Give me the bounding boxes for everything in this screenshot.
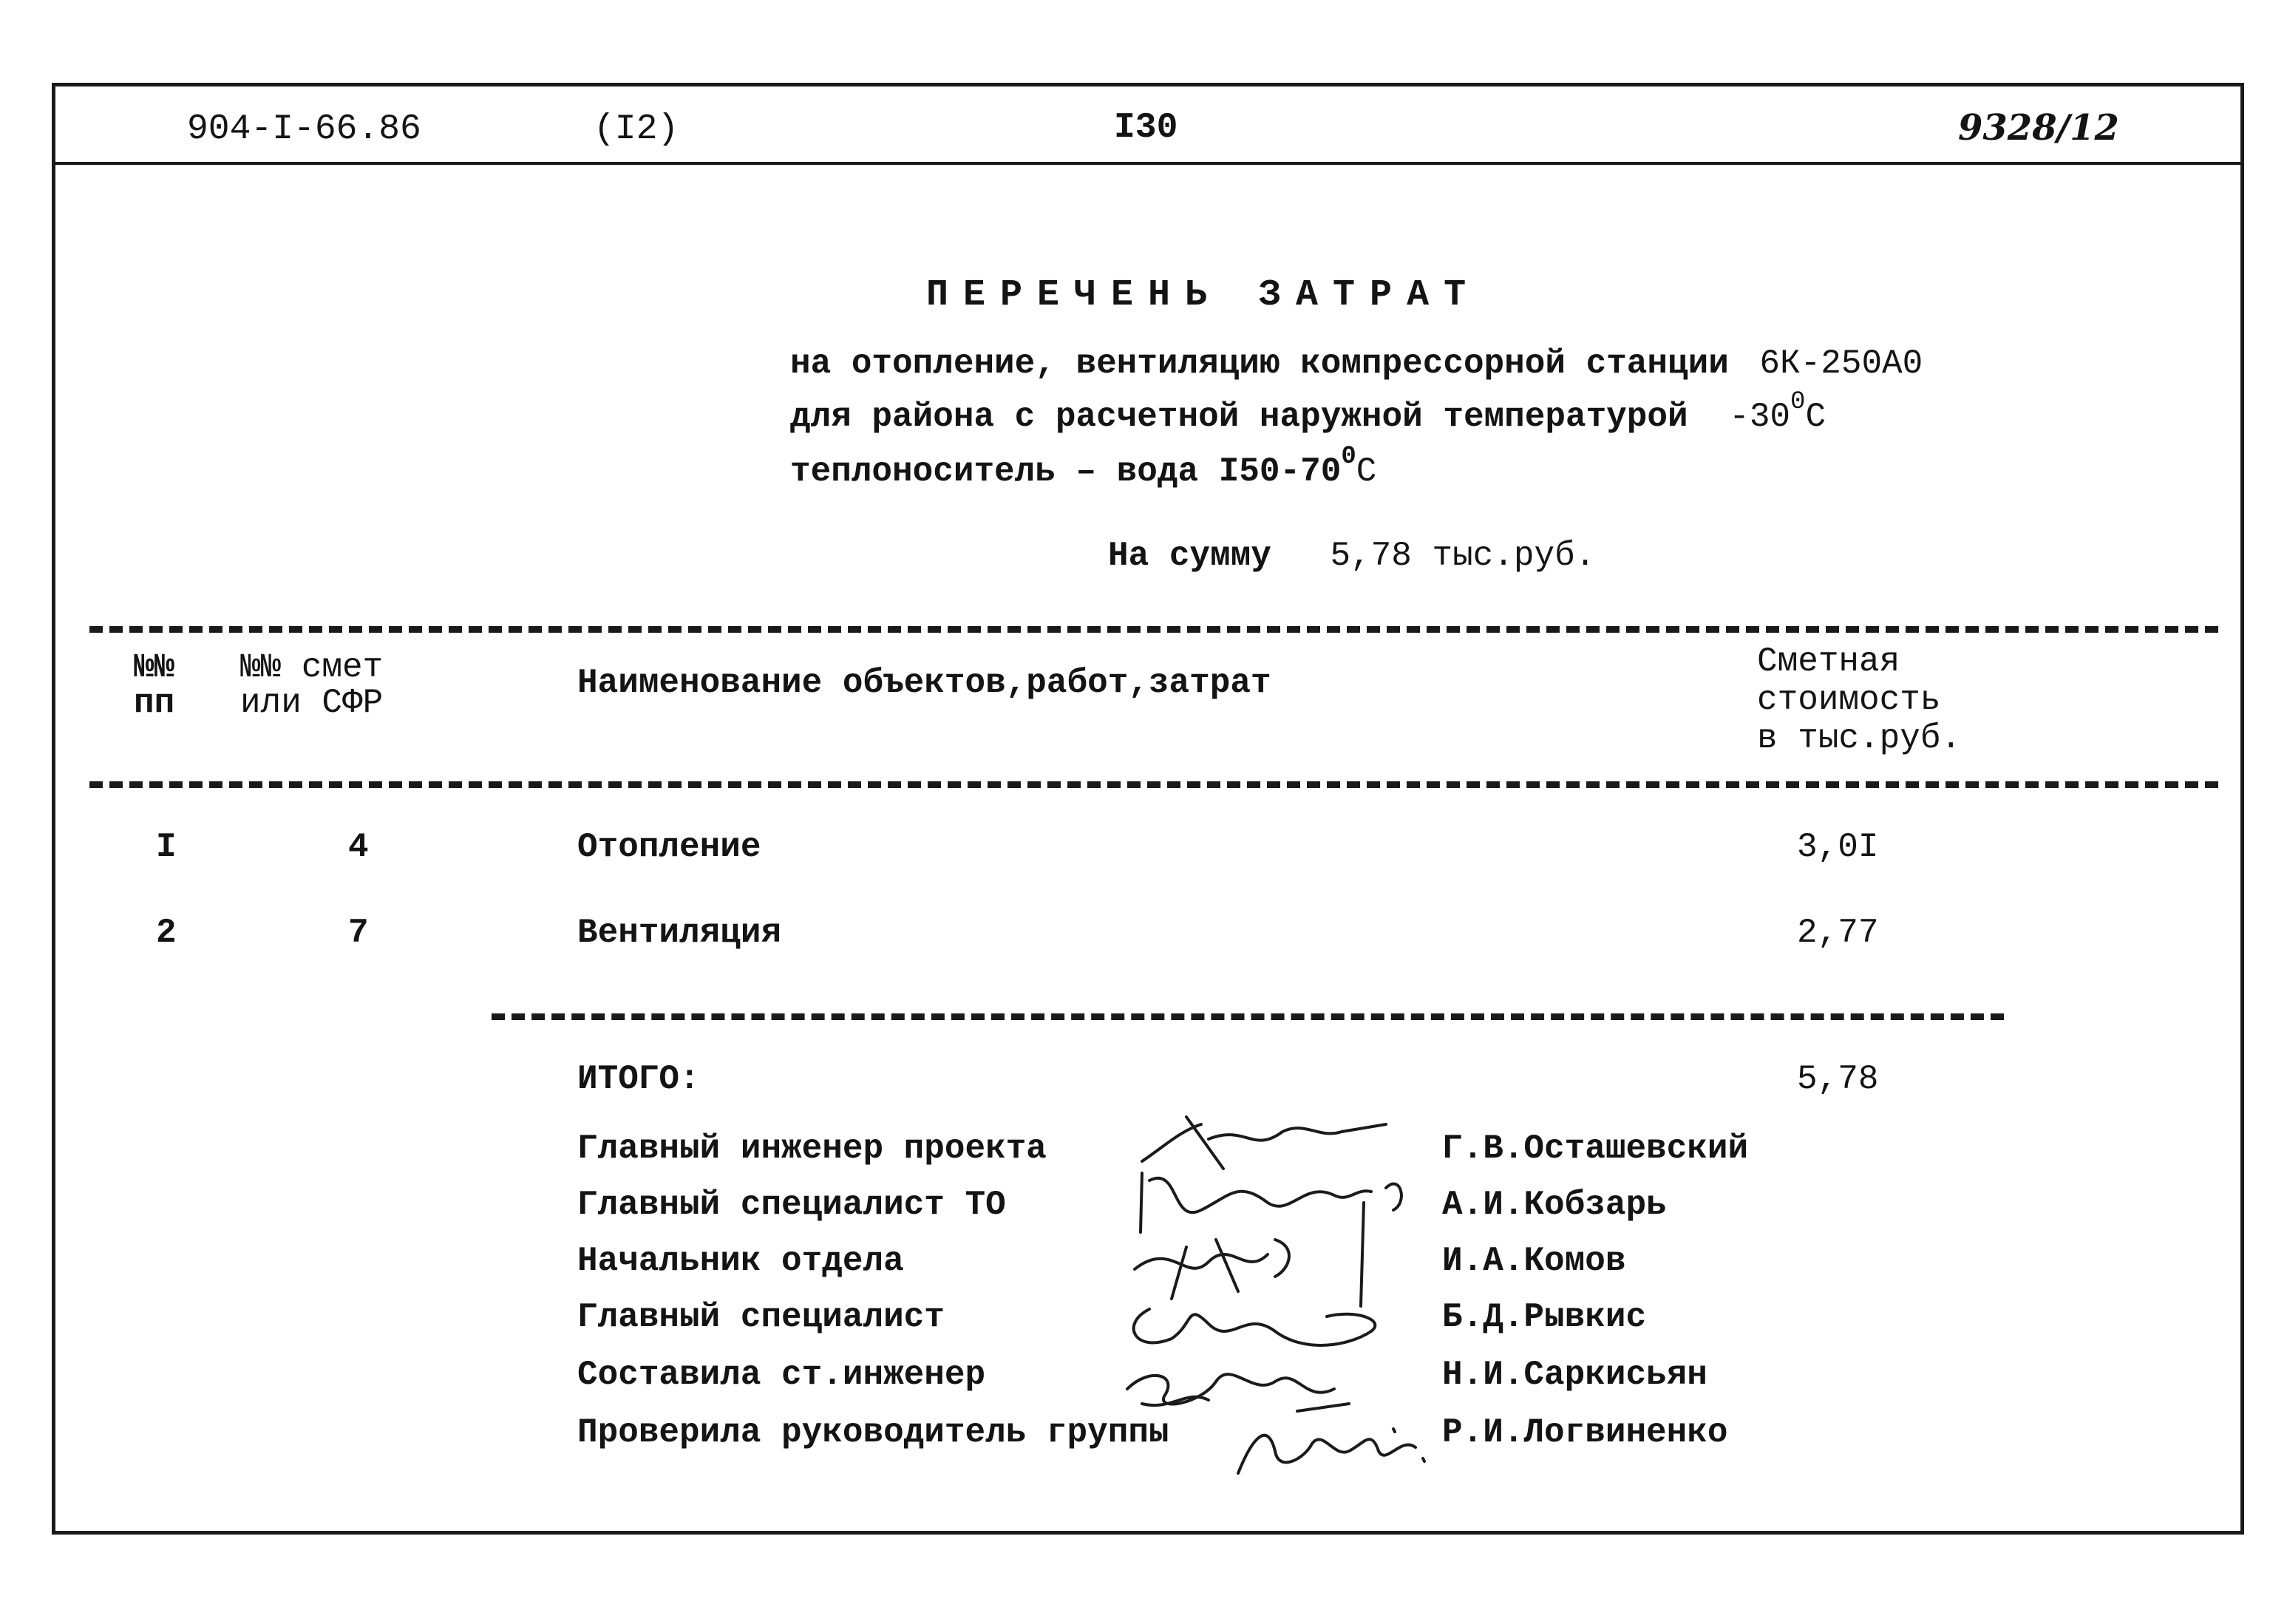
table-top-dashed-rule xyxy=(89,626,2218,633)
title-line-1-text: на отопление, вентиляцию компрессорной станции xyxy=(790,344,1729,383)
row-cost: 2,77 xyxy=(1797,914,1879,952)
total-dashed-rule xyxy=(492,1013,2004,1020)
summary-label: На сумму xyxy=(1108,537,1271,575)
row-cost: 3,0I xyxy=(1797,828,1879,866)
row-name: Вентиляция xyxy=(577,914,782,952)
column-header-cost xyxy=(1757,642,1961,758)
signer-role: Составила ст.инженер xyxy=(577,1356,986,1394)
column-header-cost-line3: в тыс.руб. xyxy=(1757,719,1962,758)
design-temperature xyxy=(1729,388,1826,436)
station-model: 6К-250А0 xyxy=(1759,344,1923,383)
header-divider xyxy=(55,162,2240,165)
table-header-dashed-rule xyxy=(89,781,2218,788)
total-value: 5,78 xyxy=(1797,1060,1879,1098)
title-line-1 xyxy=(790,344,1923,383)
coolant-temp-unit: С xyxy=(1356,452,1377,491)
row-estimate: 7 xyxy=(348,914,369,952)
title-line-2-text: для района с расчетной наружной температурой xyxy=(790,398,1688,436)
column-header-cost-line1: Сметная xyxy=(1757,642,1900,681)
degree-sign: 0 xyxy=(1790,388,1806,416)
signer-name: А.И.Кобзарь xyxy=(1442,1186,1667,1224)
temperature-unit: С xyxy=(1805,398,1826,436)
temperature-value: -30 xyxy=(1729,398,1791,436)
column-header-number-line1: №№ xyxy=(134,648,175,687)
document-sheet xyxy=(52,83,2244,1535)
summary-value: 5,78 тыс.руб. xyxy=(1330,537,1596,575)
signer-role: Главный специалист xyxy=(577,1298,945,1336)
doc-code: 904-I-66.86 xyxy=(187,109,421,149)
column-header-estimate-line2: или СФР xyxy=(240,684,384,722)
signer-role: Главный специалист ТО xyxy=(577,1186,1006,1224)
handwritten-signature-6 xyxy=(1223,1407,1445,1488)
signer-name: Н.И.Саркисьян xyxy=(1442,1356,1707,1394)
summary-line xyxy=(1108,539,1595,573)
signer-name: Г.В.Осташевский xyxy=(1442,1129,1749,1168)
title-line-3-text: теплоноситель – вода I50-70 xyxy=(790,452,1342,491)
signer-name: Б.Д.Рывкис xyxy=(1442,1298,1647,1336)
archive-number: 9328/12 xyxy=(1958,107,2119,149)
degree-sign: 0 xyxy=(1341,443,1356,471)
page-number: I30 xyxy=(1114,108,1178,148)
signer-role: Начальник отдела xyxy=(577,1242,904,1280)
total-label: ИТОГО: xyxy=(577,1060,700,1098)
album-number: (I2) xyxy=(594,109,679,149)
row-number: 2 xyxy=(156,914,177,952)
row-estimate: 4 xyxy=(348,828,369,866)
column-header-estimate xyxy=(240,650,383,721)
column-header-number-line2: пп xyxy=(134,684,175,722)
column-header-number xyxy=(134,650,174,721)
title-line-3 xyxy=(790,443,1377,491)
row-name: Отопление xyxy=(577,828,761,866)
signer-name: Р.И.Логвиненко xyxy=(1442,1413,1728,1452)
row-number: I xyxy=(156,828,177,866)
signer-role: Проверила руководитель группы xyxy=(577,1413,1169,1452)
signer-name: И.А.Комов xyxy=(1442,1242,1626,1280)
column-header-cost-line2: стоимость xyxy=(1757,681,1941,719)
signer-role: Главный инженер проекта xyxy=(577,1129,1047,1168)
column-header-estimate-line1: №№ смет xyxy=(240,648,384,687)
document-title: ПЕРЕЧЕНЬ ЗАТРАТ xyxy=(926,274,1481,316)
title-line-2 xyxy=(790,388,1826,436)
column-header-name: Наименование объектов,работ,затрат xyxy=(577,664,1271,702)
